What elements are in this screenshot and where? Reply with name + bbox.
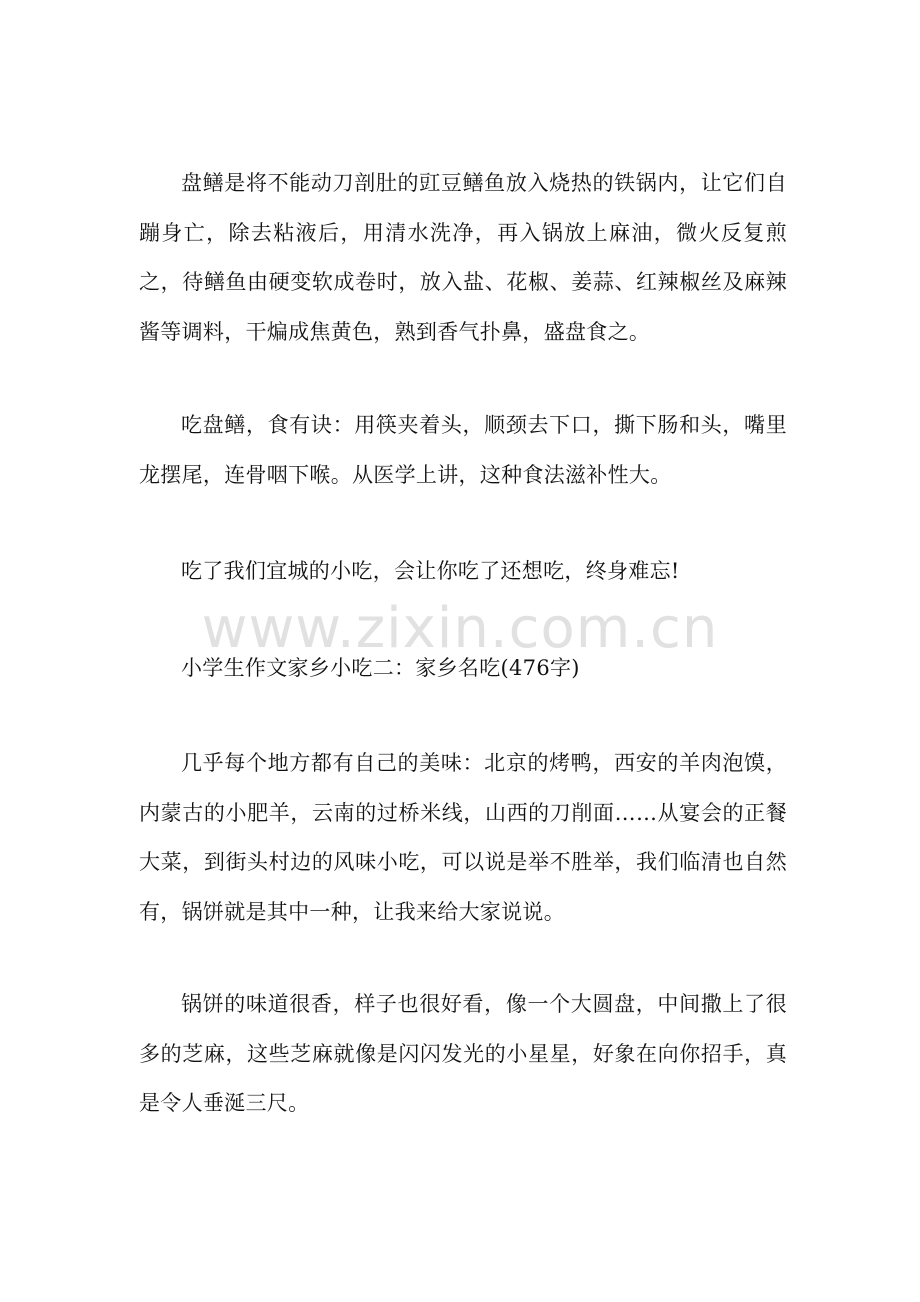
paragraph-guo-bing: 锅饼的味道很香，样子也很好看，像一个大圆盘，中间撒上了很多的芝麻，这些芝麻就像是闪闪发光的小星星，好象在向你招手，真是令人垂涎三尺。 xyxy=(139,992,787,1115)
watermark: www.zixin.com.cn xyxy=(201,596,719,661)
paragraph-eating-method: 吃盘鳝，食有诀：用筷夹着头，顺颈去下口，撕下肠和头，嘴里龙摆尾，连骨咽下喉。从医学上讲，这种食法滋补性大。 xyxy=(139,413,787,487)
paragraph-local-delicacies: 几乎每个地方都有自己的美味：北京的烤鸭，西安的羊肉泡馍，内蒙古的小肥羊，云南的过桥米线，山西的刀削面……从宴会的正餐大菜，到街头村边的风味小吃，可以说是举不胜举，我们临清也自然有，锅饼就是其中一种，让我来给大家说说。 xyxy=(139,751,787,924)
essay-subtitle: 小学生作文家乡小吃二：家乡名吃(476字) xyxy=(181,656,580,680)
paragraph-pan-shan-recipe: 盘鳝是将不能动刀剖肚的豇豆鳝鱼放入烧热的铁锅内，让它们自蹦身亡，除去粘液后，用清水洗净，再入锅放上麻油，微火反复煎之，待鳝鱼由硬变软成卷时，放入盐、花椒、姜蒜、红辣椒丝及麻辣酱等调料，干煸成焦黄色，熟到香气扑鼻，盛盘食之。 xyxy=(139,171,787,344)
paragraph-yicheng-snacks: 吃了我们宜城的小吃，会让你吃了还想吃，终身难忘! xyxy=(181,559,680,583)
